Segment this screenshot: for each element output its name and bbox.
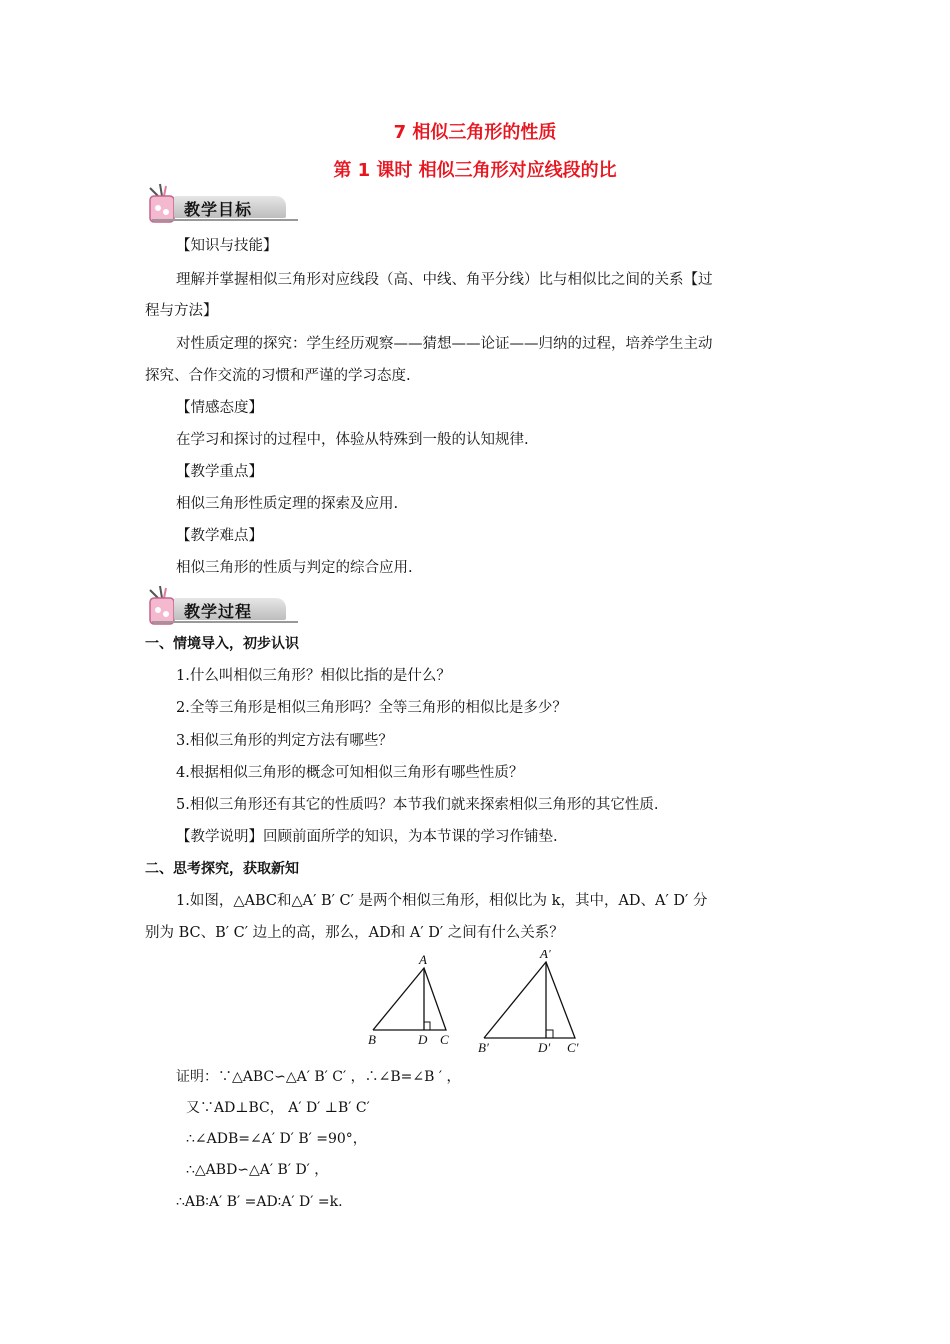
key-text: 相似三角形性质定理的探索及应用.: [176, 496, 399, 512]
problem-text-1: 1.如图，△ABC和△A′ B′ C′ 是两个相似三角形，相似比为 k，其中，AD、A′ D′ 分: [176, 893, 708, 909]
label-c: C: [440, 1032, 449, 1047]
problem-text-2: 别为 BC、B′ C′ 边上的高，那么，AD和 A′ D′ 之间有什么关系？: [145, 925, 564, 941]
question-4: 4.根据相似三角形的概念可知相似三角形有哪些性质？: [176, 765, 524, 781]
difficulty-text: 相似三角形的性质与判定的综合应用.: [176, 560, 413, 576]
knowledge-heading: 【知识与技能】: [176, 238, 278, 254]
proof-line-2: 又∵AD⊥BC， A′ D′ ⊥B′ C′: [186, 1100, 370, 1116]
section-badge-goals: [144, 182, 294, 222]
badge-underline: [152, 219, 298, 221]
emotion-text: 在学习和探讨的过程中，体验从特殊到一般的认知规律.: [176, 432, 529, 448]
page-subtitle: 第 1 课时 相似三角形对应线段的比: [333, 160, 617, 181]
label-a: A: [419, 952, 427, 967]
question-3: 3.相似三角形的判定方法有哪些？: [176, 733, 393, 749]
teaching-note: 【教学说明】回顾前面所学的知识，为本节课的学习作铺垫.: [176, 829, 558, 845]
method-text-1: 对性质定理的探究：学生经历观察——猜想——论证——归纳的过程，培养学生主动: [176, 336, 713, 352]
label-b-prime: B′: [478, 1040, 489, 1055]
badge-underline: [152, 621, 298, 623]
label-c-prime: C′: [567, 1040, 579, 1055]
emotion-heading: 【情感态度】: [176, 400, 263, 416]
method-text-2: 探究、合作交流的习惯和严谨的学习态度.: [145, 368, 411, 384]
knowledge-text-1: 理解并掌握相似三角形对应线段（高、中线、角平分线）比与相似比之间的关系【过: [176, 272, 713, 288]
proof-line-3: ∴∠ADB=∠A′ D′ B′ =90°，: [186, 1131, 367, 1147]
page-title: 7 相似三角形的性质: [393, 122, 557, 143]
label-b: B: [368, 1032, 376, 1047]
knowledge-text-2: 程与方法】: [145, 303, 218, 319]
difficulty-heading: 【教学难点】: [176, 528, 263, 544]
section-heading-2: 二、思考探究，获取新知: [145, 861, 299, 877]
triangles-figure: [0, 950, 950, 1070]
proof-line-5: ∴AB∶A′ B′ =AD∶A′ D′ =k.: [176, 1194, 343, 1210]
question-2: 2.全等三角形是相似三角形吗？全等三角形的相似比是多少？: [176, 700, 567, 716]
proof-line-4: ∴△ABD∽△A′ B′ D′ ，: [186, 1162, 329, 1178]
triangle-abc: [373, 968, 446, 1030]
question-1: 1.什么叫相似三角形？相似比指的是什么？: [176, 668, 451, 684]
label-d: D: [418, 1032, 428, 1047]
triangle-abc-prime: [484, 962, 575, 1038]
label-d-prime: D′: [538, 1040, 551, 1055]
key-heading: 【教学重点】: [176, 464, 263, 480]
question-5: 5.相似三角形还有其它的性质吗？本节我们就来探索相似三角形的其它性质.: [176, 797, 659, 813]
label-a-prime: A′: [540, 950, 551, 961]
badge-label: 教学过程: [184, 602, 253, 621]
proof-line-1: 证明：∵△ABC∽△A′ B′ C′ ，∴∠B=∠B ′ ，: [176, 1069, 461, 1085]
section-badge-process: [144, 584, 294, 624]
badge-label: 教学目标: [184, 200, 253, 219]
section-heading-1: 一、情境导入，初步认识: [145, 636, 299, 652]
